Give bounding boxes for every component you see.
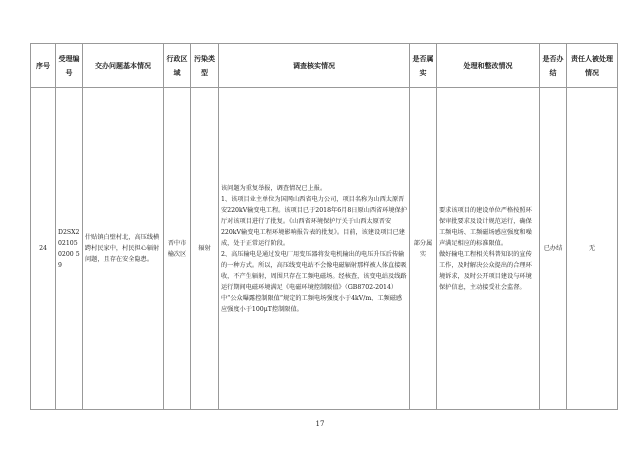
investigation-p1: 该问题为重复举报，调查情况已上报。 [221, 184, 327, 192]
investigation-p3: 2、高压输电是通过发电厂用变压器将发电机输出的电压升压后传输的一种方式。所以，高压线变电站不会像电磁辐射那样被人体直接吸收，不产生辐射，周围只存在工频电磁场。经核查，该变电站及线路运行期间电磁环境满足《电磁环境控制限值》（GB8702-2014）中“公众曝露控制限值”规定的工频电场强度小于4kV/m、工频磁感应强度小于100μT控制限值。 [221, 250, 407, 313]
handling-p1: 要求该项目的建设单位严格按照环保审批要求及设计规范运行，确保工频电场、工频磁场感应强度和噪声满足相应的标准限值。 [439, 206, 532, 247]
cell-closed: 已办结 [540, 88, 567, 410]
header-issue: 交办问题基本情况 [83, 44, 164, 88]
header-region: 行政区域 [164, 44, 191, 88]
header-closed: 是否办结 [540, 44, 567, 88]
page-number: 17 [315, 420, 325, 428]
cell-no: 24 [31, 88, 56, 410]
table-row [31, 88, 618, 410]
cell-verified: 部分属实 [410, 88, 437, 410]
cell-id: D2SX2021050200 59 [56, 88, 83, 410]
case-table [30, 43, 618, 410]
header-handling: 处理和整改情况 [437, 44, 540, 88]
handling-p2: 做好输电工程相关科普知识的宣传工作，及时解决公众提出的合理环境诉求，及时公开项目建设与环境保护信息，主动接受社会监督。 [439, 250, 532, 291]
header-investigation: 调查核实情况 [219, 44, 410, 88]
header-verified: 是否属实 [410, 44, 437, 88]
header-row [31, 44, 618, 88]
cell-handling [437, 88, 540, 410]
header-penalty: 责任人被处理情况 [567, 44, 618, 88]
cell-issue: 什贴镇白壁村北，高压线横跨村民家中，村民担心辐射问题，且存在安全隐患。 [83, 88, 164, 410]
cell-penalty: 无 [567, 88, 618, 410]
header-no: 序号 [31, 44, 56, 88]
cell-region: 晋中市榆次区 [164, 88, 191, 410]
header-id: 受理编号 [56, 44, 83, 88]
investigation-p2: 1、该项目业主单位为国网山西省电力公司，项目名称为山西太原晋安220kV输变电工程。该项目已于2018年6月8日原山西省环境保护厅对该项目进行了批复。《山西省环境保护厅关于山西太原晋安220kV输变电工程环境影响报告表的批复》。目前，该建设项目已建成，处于正常运行阶段。 [221, 195, 407, 247]
cell-investigation [219, 88, 410, 410]
cell-type: 辐射 [191, 88, 219, 410]
header-type: 污染类型 [191, 44, 219, 88]
